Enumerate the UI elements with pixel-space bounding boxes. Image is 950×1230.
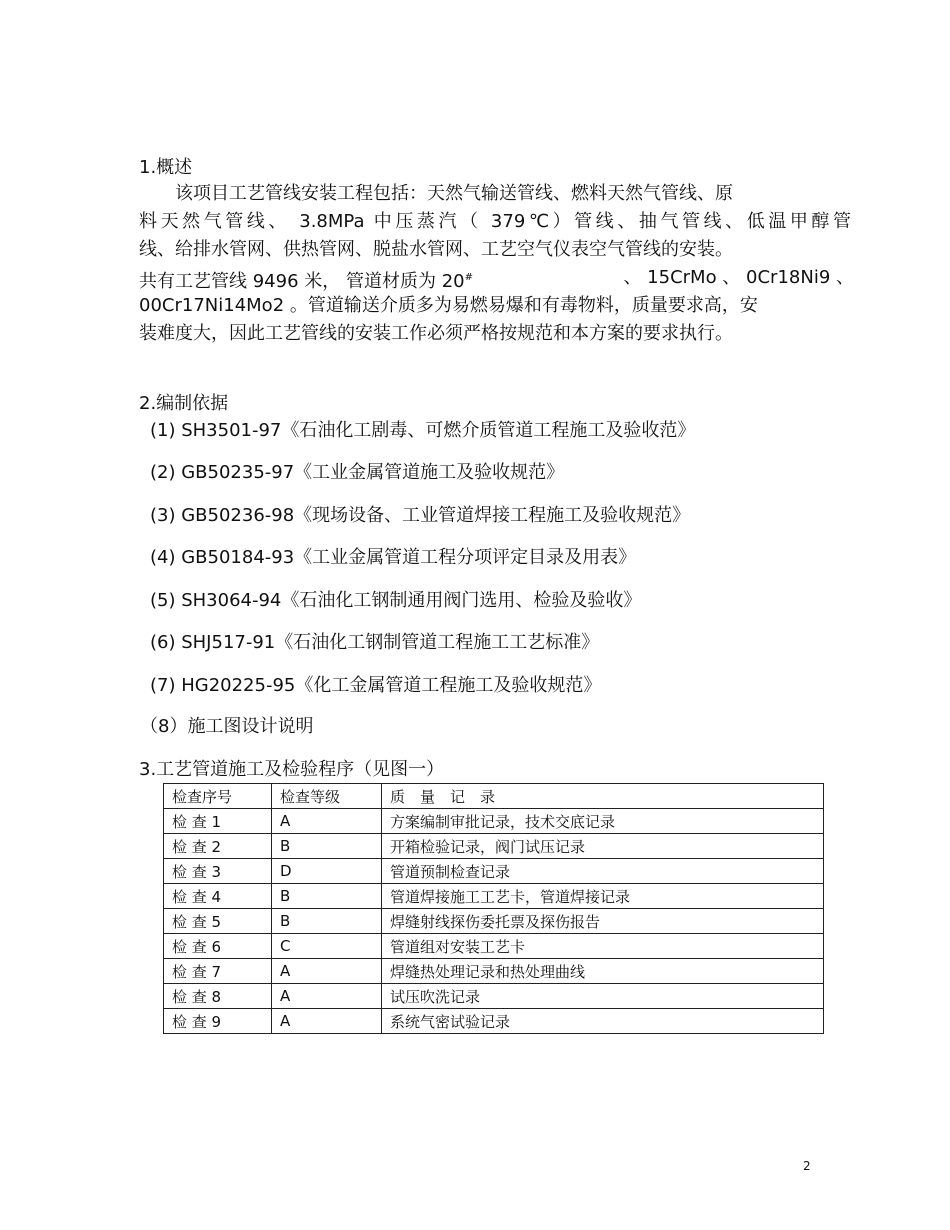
table-cell: 试压吹洗记录 — [382, 984, 824, 1009]
paragraph-line — [139, 265, 854, 291]
paragraph-line-part: 、 15CrMo 、 0Cr18Ni9 、 — [623, 267, 854, 288]
table-cell: D — [272, 859, 382, 884]
column-header: 检查等级 — [272, 784, 382, 809]
reference-item: (6) SHJ517-91《石油化工钢制管道工程施工工艺标准》 — [150, 632, 600, 653]
table-cell: 检 查 4 — [164, 884, 272, 909]
table-cell: 焊缝射线探伤委托票及探伤报告 — [382, 909, 824, 934]
table-cell: 开箱检验记录，阀门试压记录 — [382, 834, 824, 859]
paragraph-line: 料天然气管线、 3.8MPa 中压蒸汽（ 379℃）管线、抽气管线、低温甲醇管 — [139, 211, 851, 232]
table-header-row — [164, 784, 824, 809]
table-cell: A — [272, 959, 382, 984]
column-header: 质 量 记 录 — [382, 784, 824, 809]
table-row — [164, 884, 824, 909]
table-cell: 检 查 5 — [164, 909, 272, 934]
table-cell: 检 查 7 — [164, 959, 272, 984]
paragraph-line: 该项目工艺管线安装工程包括：天然气输送管线、燃料天然气管线、原 — [175, 183, 733, 204]
paragraph-line-part: 共有工艺管线 9496 米， 管道材质为 20# — [139, 271, 473, 292]
table-row — [164, 809, 824, 834]
paragraph-line: 00Cr17Ni14Mo2 。管道输送介质多为易燃易爆和有毒物料，质量要求高，安 — [139, 295, 758, 316]
paragraph-line: 装难度大，因此工艺管线的安装工作必须严格按规范和本方案的要求执行。 — [139, 323, 733, 344]
reference-item: (1) SH3501-97《石油化工剧毒、可燃介质管道工程施工及验收范》 — [150, 420, 696, 441]
reference-item: (4) GB50184-93《工业金属管道工程分项评定目录及用表》 — [150, 547, 637, 568]
table-cell: 方案编制审批记录，技术交底记录 — [382, 809, 824, 834]
column-header: 检查序号 — [164, 784, 272, 809]
table-row — [164, 834, 824, 859]
section-1-heading: 1.概述 — [139, 157, 193, 178]
table-cell: B — [272, 884, 382, 909]
table-cell: 检 查 9 — [164, 1009, 272, 1034]
table-cell: 管道焊接施工工艺卡，管道焊接记录 — [382, 884, 824, 909]
table-cell: A — [272, 809, 382, 834]
material-grade-mark: # — [464, 272, 473, 283]
reference-item: (3) GB50236-98《现场设备、工业管道焊接工程施工及验收规范》 — [150, 505, 691, 526]
table-cell: 检 查 3 — [164, 859, 272, 884]
section-2-heading: 2.编制依据 — [139, 393, 229, 414]
table-row — [164, 909, 824, 934]
page-number: 2 — [803, 1159, 811, 1173]
table-row — [164, 934, 824, 959]
table-row — [164, 984, 824, 1009]
reference-item: （8）施工图设计说明 — [140, 716, 314, 737]
table-cell: 管道预制检查记录 — [382, 859, 824, 884]
table-row — [164, 1009, 824, 1034]
table-cell: B — [272, 834, 382, 859]
table-cell: 系统气密试验记录 — [382, 1009, 824, 1034]
table-cell: B — [272, 909, 382, 934]
inspection-table — [163, 783, 824, 1034]
table-cell: 管道组对安装工艺卡 — [382, 934, 824, 959]
table-row — [164, 859, 824, 884]
reference-item: (7) HG20225-95《化工金属管道工程施工及验收规范》 — [150, 675, 602, 696]
table-cell: A — [272, 1009, 382, 1034]
table-cell: 检 查 2 — [164, 834, 272, 859]
table-cell: 焊缝热处理记录和热处理曲线 — [382, 959, 824, 984]
table-cell: 检 查 6 — [164, 934, 272, 959]
section-3-heading: 3.工艺管道施工及检验程序（见图一） — [139, 759, 445, 780]
reference-item: (5) SH3064-94《石油化工钢制通用阀门选用、检验及验收》 — [150, 590, 642, 611]
table-cell: A — [272, 984, 382, 1009]
paragraph-line: 线、给排水管网、供热管网、脱盐水管网、工艺空气仪表空气管线的安装。 — [139, 239, 733, 260]
table-cell: C — [272, 934, 382, 959]
table-cell: 检 查 8 — [164, 984, 272, 1009]
table-cell: 检 查 1 — [164, 809, 272, 834]
table-row — [164, 959, 824, 984]
reference-item: (2) GB50235-97《工业金属管道施工及验收规范》 — [150, 462, 565, 483]
